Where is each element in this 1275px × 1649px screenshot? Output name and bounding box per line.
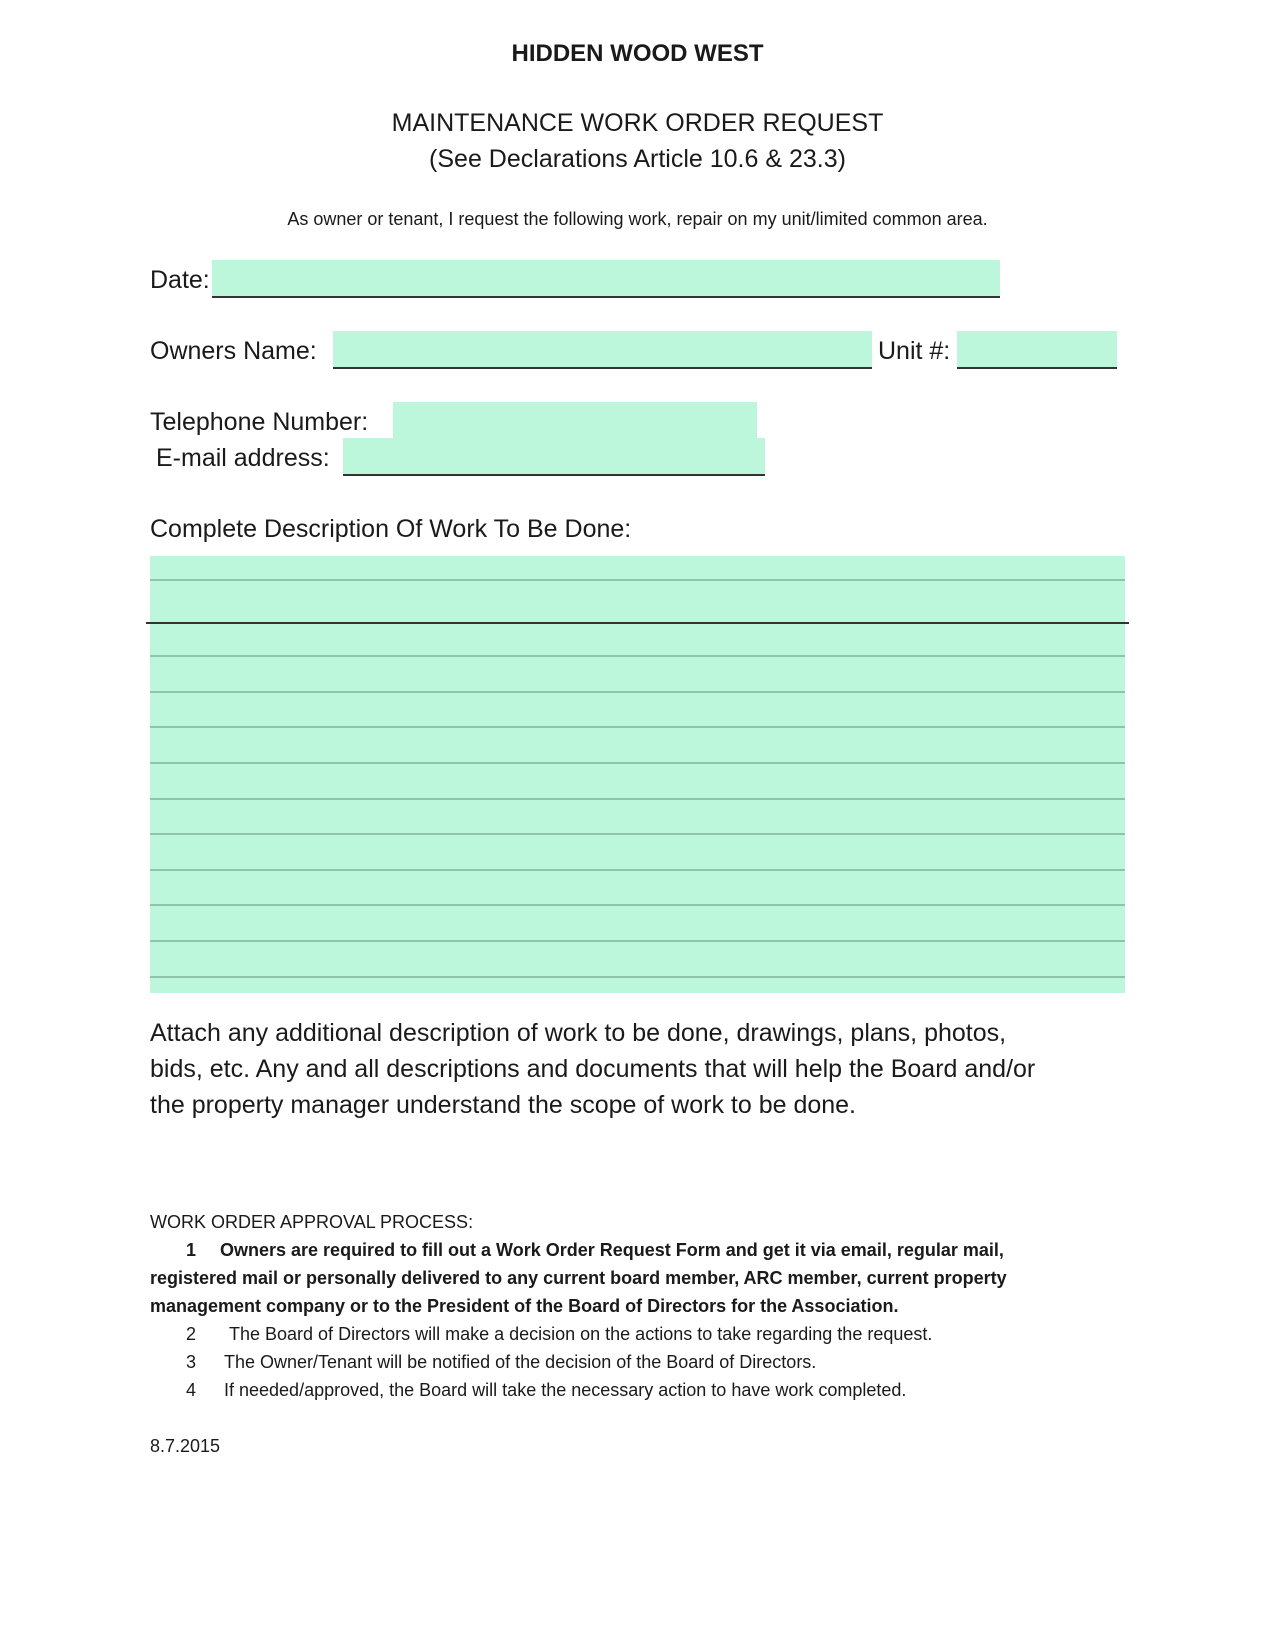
owner-name-label: Owners Name: [150, 337, 317, 365]
attachment-line: Attach any additional description of work to be done, drawings, plans, photos, [150, 1019, 1007, 1047]
step-4-text: If needed/approved, the Board will take the necessary action to have work completed. [224, 1380, 907, 1400]
description-rule [150, 940, 1125, 942]
description-rule [150, 833, 1125, 835]
description-rule [150, 655, 1125, 657]
intro-statement: As owner or tenant, I request the following work, repair on my unit/limited common area. [287, 209, 988, 229]
declarations-reference: (See Declarations Article 10.6 & 23.3) [429, 145, 846, 173]
unit-label: Unit #: [878, 337, 951, 365]
step-3-text: The Owner/Tenant will be notified of the decision of the Board of Directors. [224, 1352, 817, 1372]
unit-field[interactable] [957, 331, 1117, 369]
form-title: HIDDEN WOOD WEST [511, 40, 764, 67]
step-2-number: 2 [186, 1324, 197, 1344]
telephone-field[interactable] [393, 402, 757, 440]
step-3-number: 3 [186, 1352, 197, 1372]
approval-process-heading: WORK ORDER APPROVAL PROCESS: [150, 1212, 474, 1232]
attachment-instructions [150, 1015, 1140, 1123]
description-rule [146, 622, 1129, 624]
description-rule [150, 869, 1125, 871]
description-rule [150, 579, 1125, 581]
step-1-number: 1 [186, 1240, 197, 1260]
step-2-text: The Board of Directors will make a decision on the actions to take regarding the request. [229, 1324, 933, 1344]
step-1-text: management company or to the President of the Board of Directors for the Association. [150, 1296, 899, 1316]
email-label: E-mail address: [156, 444, 330, 472]
step-1-text: Owners are required to fill out a Work Order Request Form and get it via email, regular mail, [220, 1240, 1004, 1260]
description-rule [150, 691, 1125, 693]
description-rule [150, 976, 1125, 978]
step-1-text: registered mail or personally delivered to any current board member, ARC member, current property [150, 1268, 1007, 1288]
description-rule [150, 904, 1125, 906]
description-label: Complete Description Of Work To Be Done: [150, 515, 632, 543]
email-field[interactable] [343, 438, 765, 476]
description-rule [150, 726, 1125, 728]
attachment-line: the property manager understand the scope of work to be done. [150, 1091, 857, 1119]
date-field[interactable] [212, 260, 1000, 298]
owner-name-field[interactable] [333, 331, 872, 369]
form-subtitle: MAINTENANCE WORK ORDER REQUEST [391, 109, 884, 137]
description-rule [150, 762, 1125, 764]
telephone-label: Telephone Number: [150, 408, 369, 436]
revision-date: 8.7.2015 [150, 1436, 221, 1456]
date-label: Date: [150, 266, 210, 294]
step-4-number: 4 [186, 1380, 197, 1400]
attachment-line: bids, etc. Any and all descriptions and documents that will help the Board and/or [150, 1055, 1036, 1083]
description-rule [150, 798, 1125, 800]
